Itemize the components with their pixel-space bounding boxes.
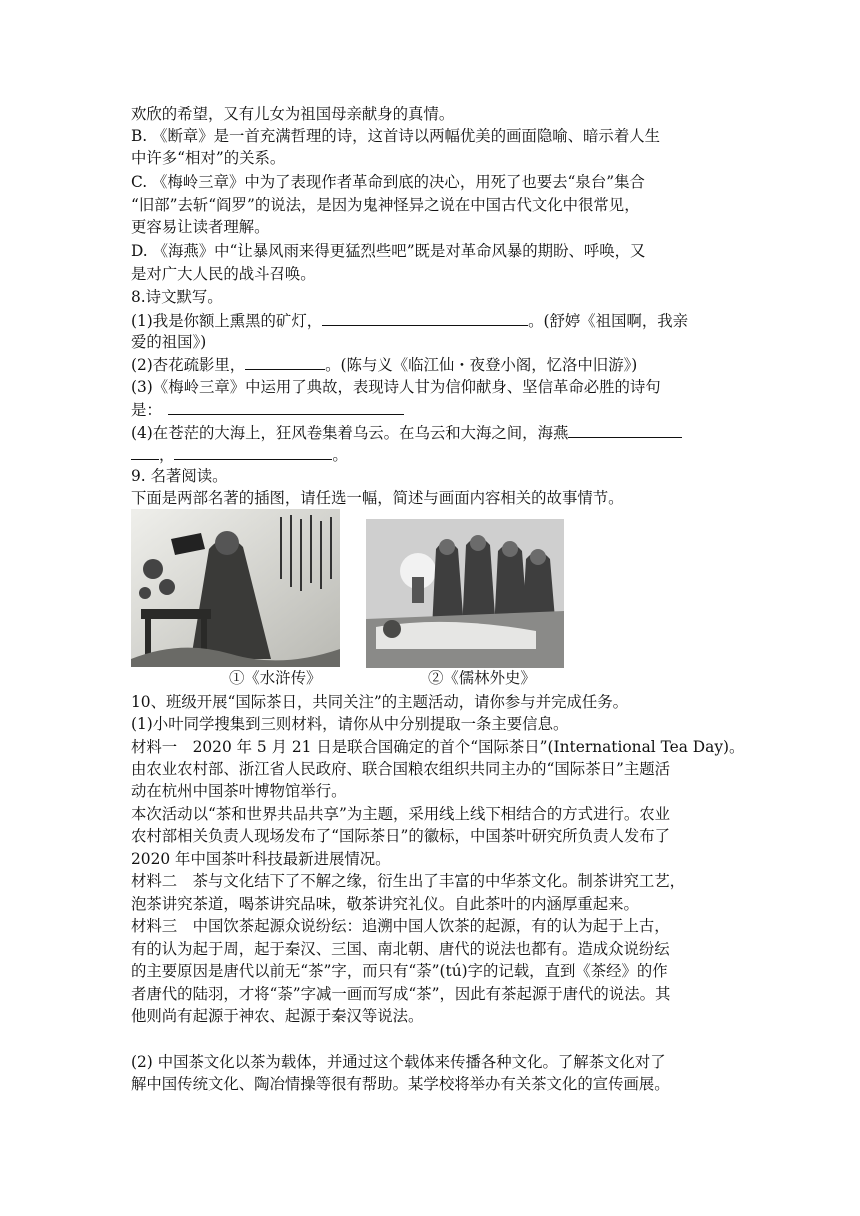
q8-item3-blank[interactable] xyxy=(168,398,404,415)
option-b-line1: B. 《断章》是一首充满哲理的诗，这首诗以两幅优美的画面隐喻、暗示着人生 xyxy=(131,127,660,145)
caption-scholars: ②《儒林外史》 xyxy=(428,669,536,687)
material1-line3: 动在杭州中国茶叶博物馆举行。 xyxy=(131,782,347,800)
q8-item1-blank[interactable] xyxy=(322,309,528,326)
q10-sub2-line1: (2) 中国茶文化以茶为载体，并通过这个载体来传播各种文化。了解茶文化对了 xyxy=(131,1053,666,1071)
option-a-end: 欢欣的希望，又有儿女为祖国母亲献身的真情。 xyxy=(131,105,455,123)
q8-item1-source-end: 爱的祖国》) xyxy=(131,333,207,351)
material1-line5: 农村部相关负责人现场发布了“国际茶日”的徽标，中国茶叶研究所负责人发布了 xyxy=(131,827,671,845)
q8-item4-cont xyxy=(131,443,736,466)
q8-item2-source: 。(陈与义《临江仙・夜登小阁，忆洛中旧游》) xyxy=(325,356,638,374)
q8-title: 8.诗文默写。 xyxy=(131,288,223,306)
q8-item2-prompt: (2)杏花疏影里， xyxy=(131,356,246,374)
caption-water-margin: ①《水浒传》 xyxy=(229,669,322,687)
q10-sub1: (1)小叶同学搜集到三则材料，请你从中分别提取一条主要信息。 xyxy=(131,715,569,733)
material3-line3: 的主要原因是唐代以前无“茶”字，而只有“荼”(tú)字的记载，直到《茶经》的作 xyxy=(131,962,668,980)
material1-line6: 2020 年中国茶叶科技最新进展情况。 xyxy=(131,850,391,868)
material3-line4: 者唐代的陆羽，才将“荼”字减一画而写成“茶”，因此有茶起源于唐代的说法。其 xyxy=(131,985,671,1003)
q8-item3-answer xyxy=(131,398,736,421)
q8-item3-lead: 是： xyxy=(131,401,162,419)
q8-item3-prompt: (3)《梅岭三章》中运用了典故，表现诗人甘为信仰献身、坚信革命必胜的诗句 xyxy=(131,378,661,396)
q8-item4-blank1[interactable] xyxy=(568,421,682,438)
material1-line2: 由农业农村部、浙江省人民政府、联合国粮农组织共同主办的“国际茶日”主题活 xyxy=(131,760,671,778)
material2-line1: 材料二 茶与文化结下了不解之缘，衍生出了丰富的中华茶文化。制茶讲究工艺， xyxy=(131,872,686,890)
q8-item4-blank1-cont[interactable] xyxy=(131,443,159,460)
q8-item4-period: 。 xyxy=(332,446,348,464)
q8-item2 xyxy=(131,353,736,376)
q8-item1-source: 。(舒婷《祖国啊，我亲 xyxy=(528,312,689,330)
material2-line2: 泡茶讲究茶道，喝茶讲究品味，敬茶讲究礼仪。自此茶叶的内涵厚重起来。 xyxy=(131,895,639,913)
option-c-line3: 更容易让读者理解。 xyxy=(131,218,270,236)
material3-line1: 材料三 中国饮茶起源众说纷纭：追溯中国人饮茶的起源，有的认为起于上古， xyxy=(131,917,670,935)
q8-item4-blank2[interactable] xyxy=(174,443,332,460)
q9-description: 下面是两部名著的插图，请任选一幅，简述与画面内容相关的故事情节。 xyxy=(131,489,624,507)
option-c-line2: “旧部”去斩“阎罗”的说法，是因为鬼神怪异之说在中国古代文化中很常见， xyxy=(131,196,640,214)
q8-item4 xyxy=(131,421,736,444)
q8-item2-blank[interactable] xyxy=(245,353,325,370)
material3-line5: 他则尚有起源于神农、起源于秦汉等说法。 xyxy=(131,1007,424,1025)
q8-item4-prompt: (4)在苍茫的大海上，狂风卷集着乌云。在乌云和大海之间，海燕 xyxy=(131,424,569,442)
material1-line4: 本次活动以“茶和世界共品共享”为主题，采用线上线下相结合的方式进行。农业 xyxy=(131,805,671,823)
q8-item1-prompt: (1)我是你额上熏黑的矿灯， xyxy=(131,312,323,330)
option-c-line1: C. 《梅岭三章》中为了表现作者革命到底的决心，用死了也要去“泉台”集合 xyxy=(131,173,645,191)
option-d-line1: D. 《海燕》中“让暴风雨来得更猛烈些吧”既是对革命风暴的期盼、呼唤，又 xyxy=(131,242,646,260)
option-d-line2: 是对广大人民的战斗召唤。 xyxy=(131,265,316,283)
option-b-line2: 中许多“相对”的关系。 xyxy=(131,149,286,167)
q10-sub2-line2: 解中国传统文化、陶冶情操等很有帮助。某学校将举办有关茶文化的宣传画展。 xyxy=(131,1075,670,1093)
q8-item1 xyxy=(131,309,736,332)
q8-item4-comma: ， xyxy=(159,446,175,464)
scholars-illustration xyxy=(366,519,564,668)
q10-title: 10、班级开展“国际茶日，共同关注”的主题活动，请你参与并完成任务。 xyxy=(131,693,629,711)
material3-line2: 有的认为起于周，起于秦汉、三国、南北朝、唐代的说法也都有。造成众说纷纭 xyxy=(131,940,670,958)
material1-line1: 材料一 2020 年 5 月 21 日是联合国确定的首个“国际茶日”(International Tea Day)。 xyxy=(131,738,745,756)
q9-title: 9. 名著阅读。 xyxy=(131,467,228,485)
water-margin-illustration xyxy=(131,509,340,667)
